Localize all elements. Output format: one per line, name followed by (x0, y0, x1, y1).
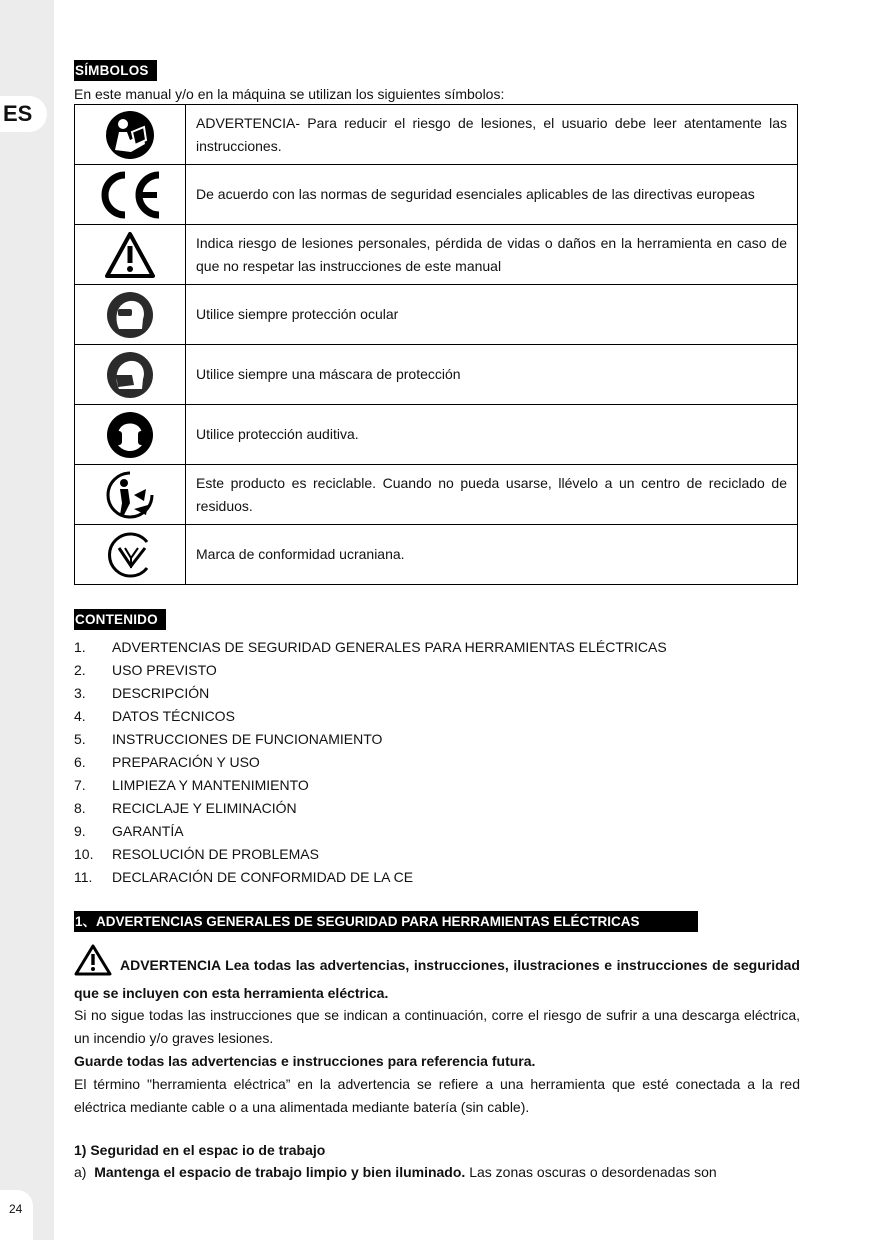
read-manual-icon (75, 105, 186, 165)
table-row (75, 165, 798, 225)
list-item: 7. LIMPIEZA Y MANTENIMIENTO (74, 777, 309, 793)
symbols-table (74, 104, 798, 585)
table-row (75, 345, 798, 405)
ukrainian-conformity-icon (75, 525, 186, 585)
symbol-description: ADVERTENCIA- Para reducir el riesgo de lesiones, el usuario debe leer atentamente las instrucciones. (186, 105, 798, 165)
page-content (74, 60, 800, 1184)
symbol-description: Indica riesgo de lesiones personales, pérdida de vidas o daños en la herramienta en caso de que no respetar las instrucciones de este manual (186, 225, 798, 285)
symbols-heading: SÍMBOLOS (74, 60, 157, 81)
list-item: 4. DATOS TÉCNICOS (74, 708, 235, 724)
language-tab: ES (0, 96, 47, 132)
list-item: 6. PREPARACIÓN Y USO (74, 754, 260, 770)
page-number: 24 (0, 1190, 33, 1240)
list-item: 8. RECICLAJE Y ELIMINACIÓN (74, 800, 297, 816)
table-row (75, 405, 798, 465)
warning-triangle-icon (75, 225, 186, 285)
dust-mask-icon (75, 345, 186, 405)
list-item: 2. USO PREVISTO (74, 662, 217, 678)
subheading-work-area: 1) Seguridad en el espac io de trabajo (74, 1142, 326, 1158)
table-row (75, 285, 798, 345)
list-item: 5. INSTRUCCIONES DE FUNCIONAMIENTO (74, 731, 383, 747)
symbols-intro: En este manual y/o en la máquina se utilizan los siguientes símbolos: (74, 86, 505, 102)
symbol-description: Utilice siempre protección ocular (186, 285, 798, 345)
list-item: 11. DECLARACIÓN DE CONFORMIDAD DE LA CE (74, 869, 414, 885)
ce-mark-icon (75, 165, 186, 225)
symbol-description: Marca de conformidad ucraniana. (186, 525, 798, 585)
paragraph: Si no sigue todas las instrucciones que se indican a continuación, corre el riesgo de sufrir a una descarga eléctrica, un incendio y/o graves lesiones. (74, 1007, 800, 1046)
list-item: 1. ADVERTENCIAS DE SEGURIDAD GENERALES PARA HERRAMIENTAS ELÉCTRICAS (74, 639, 667, 655)
warning-triangle-icon (74, 944, 112, 982)
symbol-description: Utilice protección auditiva. (186, 405, 798, 465)
recycle-icon (75, 465, 186, 525)
section-1-heading: 1、ADVERTENCIAS GENERALES DE SEGURIDAD PARA HERRAMIENTAS ELÉCTRICAS (74, 911, 698, 932)
item-a: a) Mantenga el espacio de trabajo limpio y bien iluminado. Las zonas oscuras o desordenadas son (74, 1164, 717, 1180)
contents-list (74, 636, 800, 889)
table-row (75, 465, 798, 525)
symbol-description: Utilice siempre una máscara de protección (186, 345, 798, 405)
warning-heading (74, 944, 800, 1004)
paragraph: El término "herramienta eléctrica” en la advertencia se refiere a una herramienta que esté conectada a la red eléctrica mediante cable o a una alimentada mediante batería (sin cable). (74, 1076, 800, 1115)
list-item: 3. DESCRIPCIÓN (74, 685, 210, 701)
list-item: 9. GARANTÍA (74, 823, 184, 839)
page-sidebar (0, 0, 54, 1240)
symbol-description: De acuerdo con las normas de seguridad esenciales aplicables de las directivas europeas (186, 165, 798, 225)
warning-heading-text: ADVERTENCIA Lea todas las advertencias, instrucciones, ilustraciones e instrucciones de seguridad que se incluyen con esta herramienta eléctrica. (74, 957, 800, 1001)
eye-protection-icon (75, 285, 186, 345)
table-row (75, 525, 798, 585)
contents-heading: CONTENIDO (74, 609, 166, 630)
save-note: Guarde todas las advertencias e instrucciones para referencia futura. (74, 1053, 536, 1069)
table-row (75, 225, 798, 285)
symbol-description: Este producto es reciclable. Cuando no pueda usarse, llévelo a un centro de reciclado de residuos. (186, 465, 798, 525)
hearing-protection-icon (75, 405, 186, 465)
list-item: 10. RESOLUCIÓN DE PROBLEMAS (74, 846, 319, 862)
table-row (75, 105, 798, 165)
